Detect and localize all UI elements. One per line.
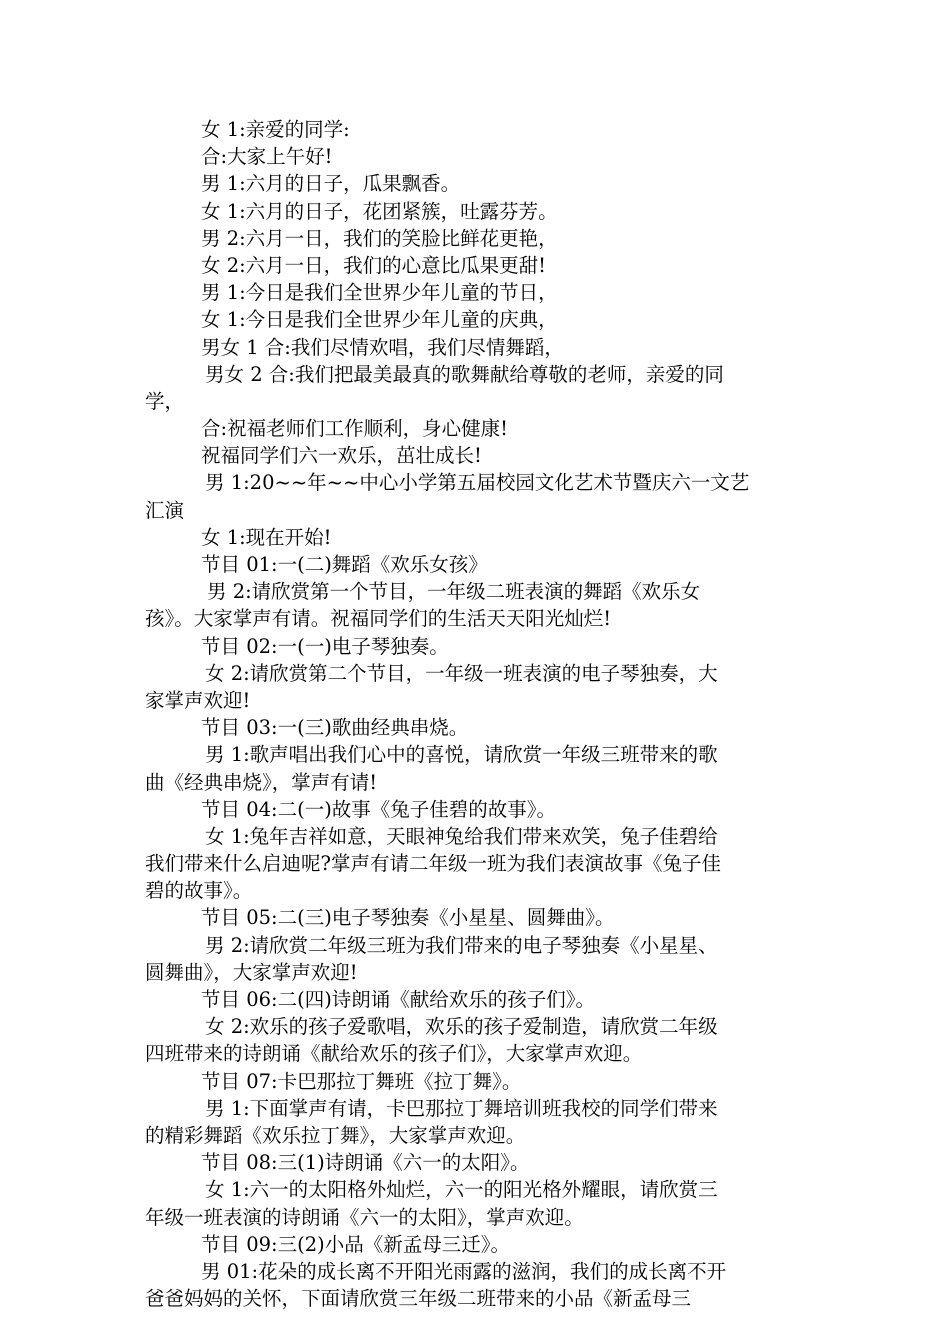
text-line: 碧的故事》。 (145, 879, 253, 903)
text-line: 节目 02:一(一)电子琴独奏。 (201, 634, 449, 658)
text-line: 祝福同学们六一欢乐，茁壮成长! (201, 444, 482, 468)
text-line: 节目 01:一(二)舞蹈《欢乐女孩》 (201, 553, 488, 576)
text-line: 家掌声欢迎! (145, 688, 251, 712)
text-line: 节目 05:二(三)电子琴独奏《小星星、圆舞曲》。 (201, 906, 615, 930)
text-line: 男女 1 合:我们尽情欢唱，我们尽情舞蹈， (201, 335, 564, 359)
text-line: 男 2:六月一日，我们的笑脸比鲜花更艳， (201, 226, 558, 250)
text-line: 女 1:亲爱的同学: (201, 118, 350, 141)
text-line: 男 2:请欣赏第一个节目，一年级二班表演的舞蹈《欢乐女 (207, 580, 701, 604)
text-line: 女 2:请欣赏第二个节目，一年级一班表演的电子琴独奏，大 (205, 661, 718, 685)
text-line: 的精彩舞蹈《欢乐拉丁舞》，大家掌声欢迎。 (145, 1123, 526, 1147)
text-line: 合:大家上午好! (201, 145, 333, 169)
text-line: 男 2:请欣赏二年级三班为我们带来的电子琴独奏《小星星、 (205, 933, 718, 957)
text-line: 圆舞曲》，大家掌声欢迎! (145, 960, 358, 984)
text-line: 合:祝福老师们工作顺利，身心健康! (201, 417, 508, 441)
text-line: 男女 2 合:我们把最美最真的歌舞献给尊敬的老师，亲爱的同 (205, 362, 724, 386)
text-line: 节目 08:三(1)诗朗诵《六一的太阳》。 (201, 1151, 530, 1175)
text-line: 男 01:花朵的成长离不开阳光雨露的滋润，我们的成长离不开 (201, 1259, 727, 1283)
text-line: 男 1:六月的日子，瓜果飘香。 (201, 172, 461, 196)
text-line: 女 1:现在开始! (201, 525, 332, 549)
text-line: 节目 06:二(四)诗朗诵《献给欢乐的孩子们》。 (201, 988, 596, 1011)
text-line: 年级一班表演的诗朗诵《六一的太阳》，掌声欢迎。 (145, 1205, 584, 1229)
text-line: 节目 09:三(2)小品《新孟母三迁》。 (201, 1232, 510, 1256)
text-line: 女 1:六月的日子，花团紧簇，吐露芬芳。 (201, 199, 558, 223)
text-line: 曲《经典串烧》，掌声有请! (145, 770, 378, 794)
text-line: 孩》。大家掌声有请。祝福同学们的生活天天阳光灿烂! (145, 607, 612, 631)
text-line: 汇演 (145, 498, 185, 522)
text-line: 男 1:歌声唱出我们心中的喜悦，请欣赏一年级三班带来的歌 (205, 743, 718, 767)
text-line: 男 1:今日是我们全世界少年儿童的节日， (201, 281, 558, 305)
text-line: 男 1:下面掌声有请，卡巴那拉丁舞培训班我校的同学们带来 (205, 1096, 718, 1120)
text-line: 节目 04:二(一)故事《兔子佳碧的故事》。 (201, 797, 557, 821)
text-line: 节目 03:一(三)歌曲经典串烧。 (201, 716, 469, 740)
document-body (145, 116, 810, 1312)
text-line: 节目 07:卡巴那拉丁舞班《拉丁舞》。 (201, 1069, 522, 1093)
text-line: 学， (145, 389, 185, 413)
text-line: 四班带来的诗朗诵《献给欢乐的孩子们》，大家掌声欢迎。 (145, 1042, 643, 1066)
text-line: 女 1:今日是我们全世界少年儿童的庆典， (201, 308, 558, 332)
text-line: 我们带来什么启迪呢?掌声有请二年级一班为我们表演故事《兔子佳 (145, 852, 721, 876)
text-line: 女 1:六一的太阳格外灿烂，六一的阳光格外耀眼，请欣赏三 (205, 1178, 718, 1202)
text-line: 女 2:六月一日，我们的心意比瓜果更甜! (201, 253, 547, 277)
text-line: 女 2:欢乐的孩子爱歌唱，欢乐的孩子爱制造，请欣赏二年级 (205, 1015, 718, 1039)
text-line: 女 1:兔年吉祥如意，天眼神兔给我们带来欢笑，兔子佳碧给 (205, 824, 718, 848)
text-line: 爸爸妈妈的关怀，下面请欣赏三年级二班带来的小品《新孟母三 (145, 1287, 692, 1311)
text-line: 男 1:20~~年~~中心小学第五届校园文化艺术节暨庆六一文艺 (205, 471, 750, 495)
